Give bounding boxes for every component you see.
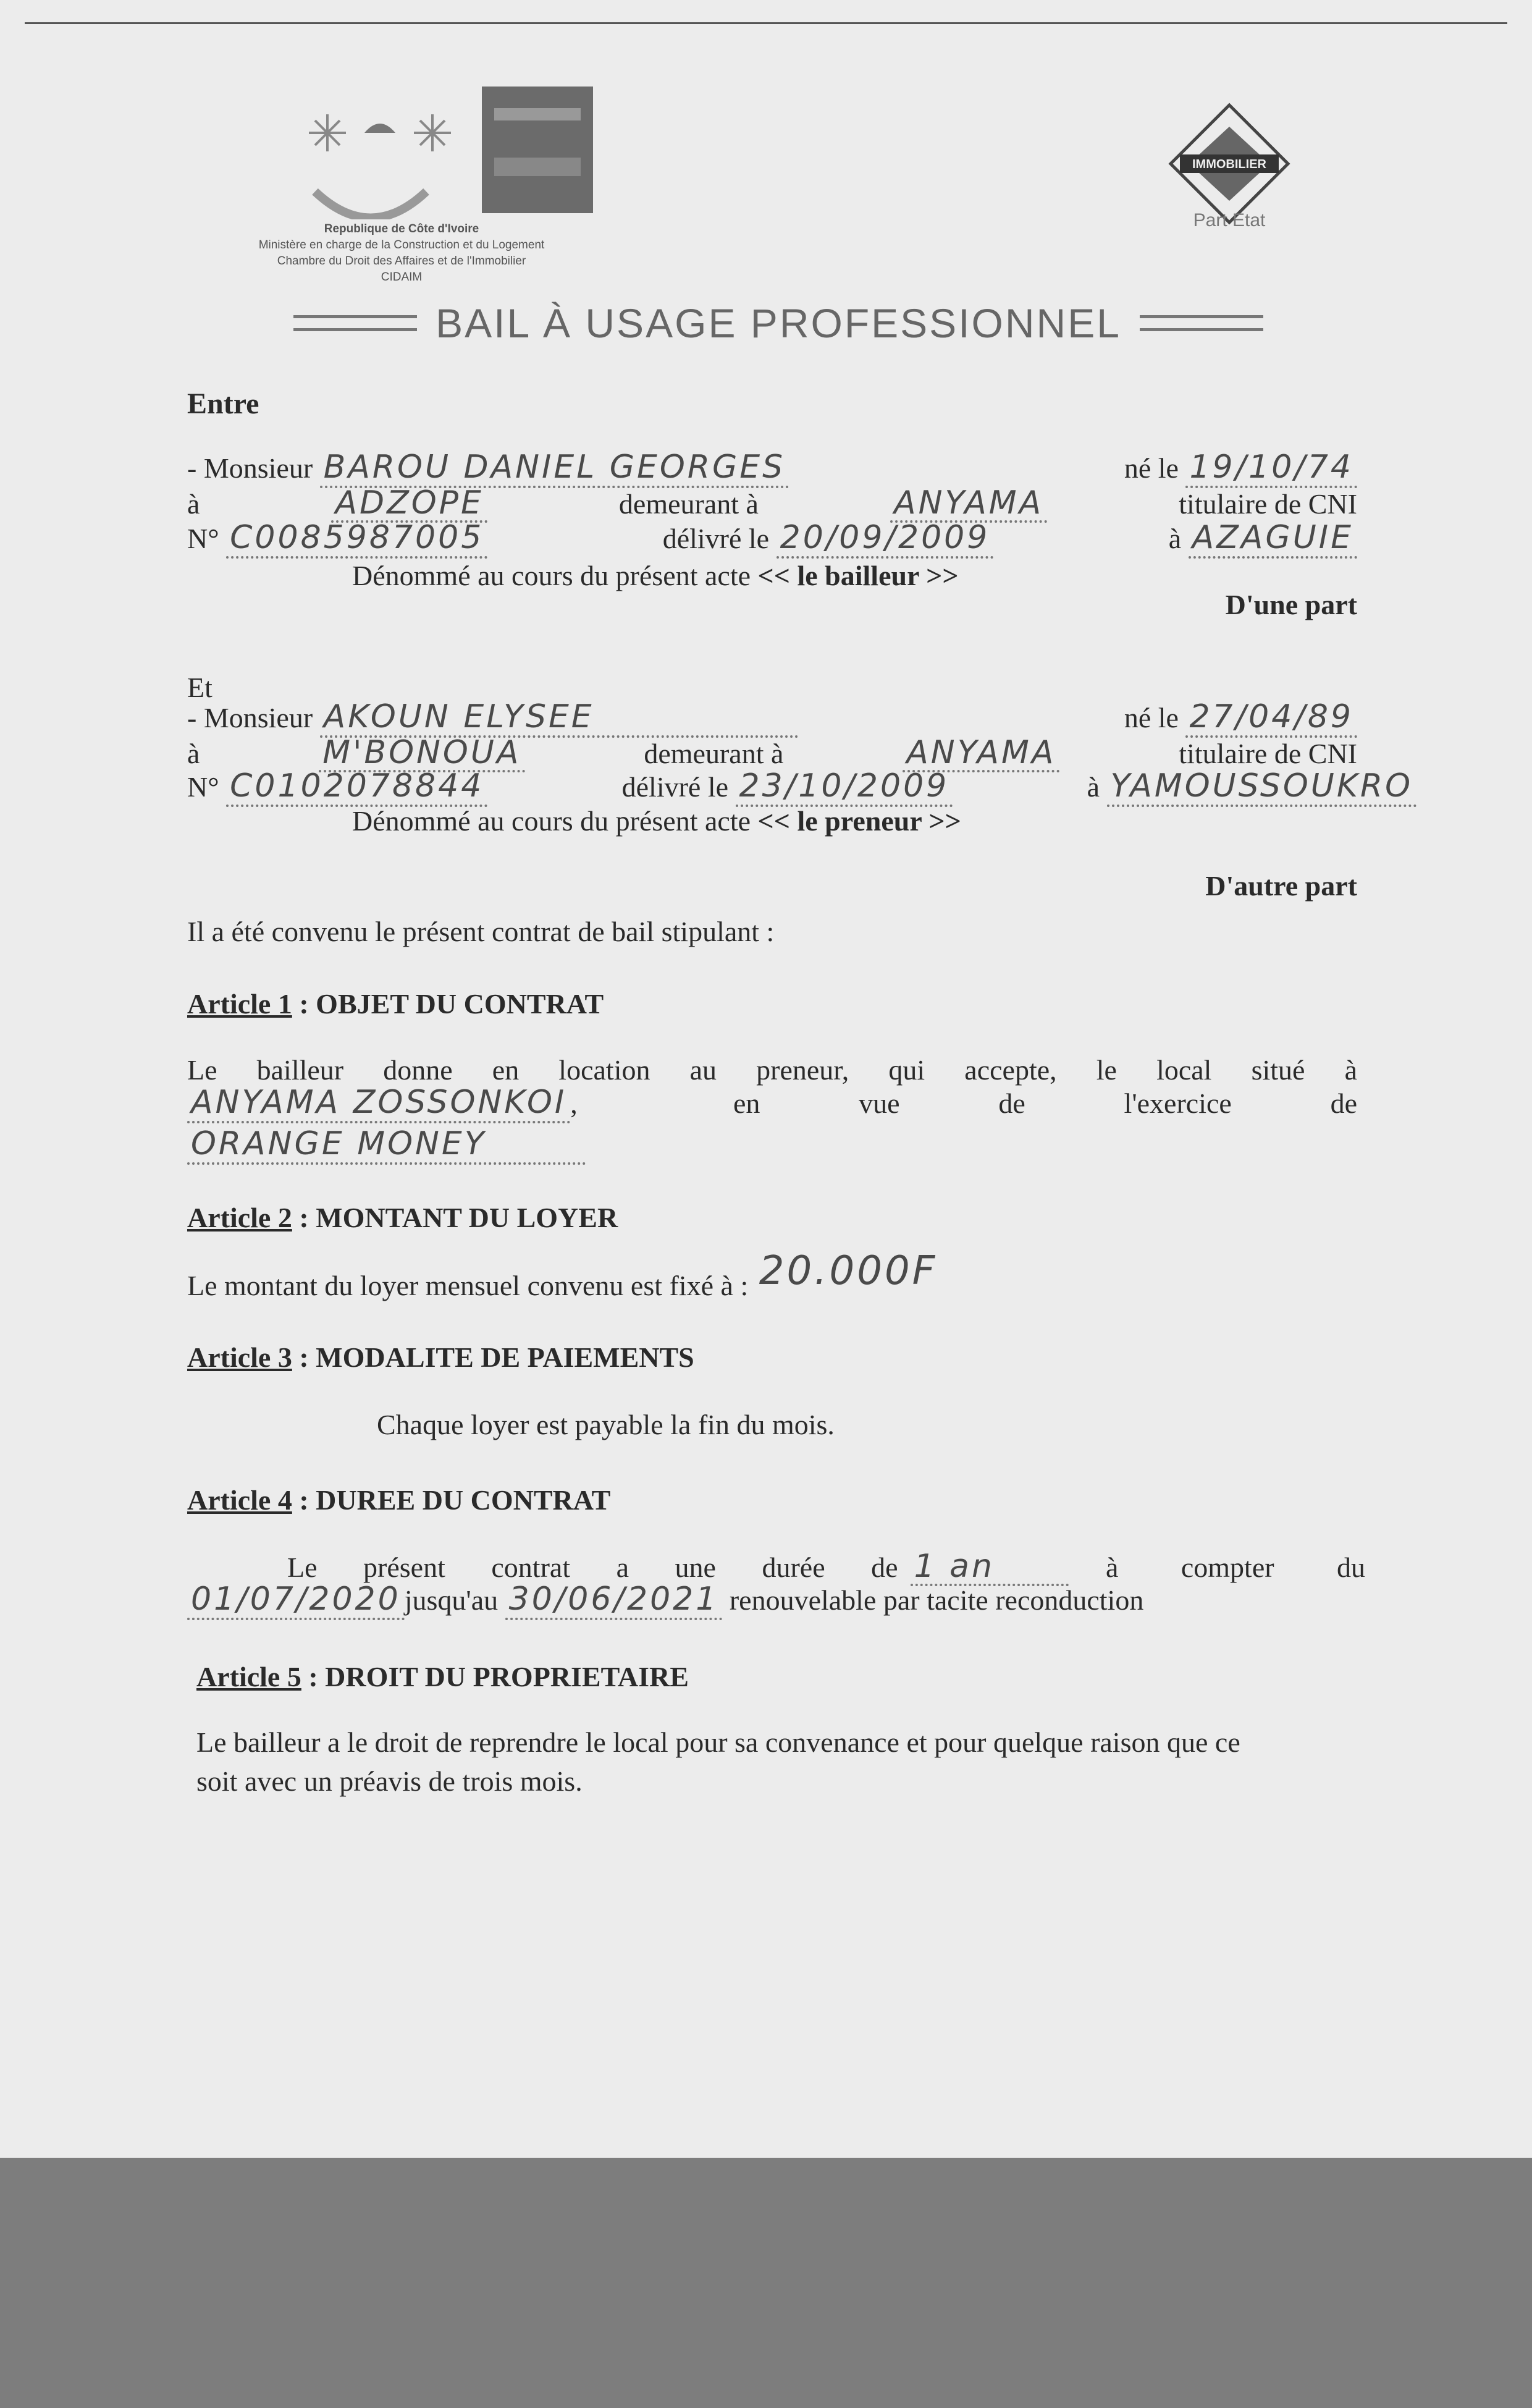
rent-amount-field: 20.000F [759, 1248, 938, 1294]
label: à [1087, 771, 1100, 803]
article-4-line-2 [187, 1582, 1361, 1618]
article-1-line-2: ANYAMA ZOSSONKOI , en vue de l'exercice de [187, 1085, 1357, 1121]
article-1-text-1: Le bailleur donne en location au preneur, qui accepte, le local situé à [187, 1054, 1357, 1086]
d-autre-part: D'autre part [1205, 870, 1357, 902]
article-1-text-2 [733, 1086, 1357, 1121]
bailleur-line-3 [187, 520, 1357, 556]
preneur-line-1 [187, 699, 1357, 735]
document-title-row [192, 300, 1365, 347]
bailleur-line-1 [187, 450, 1357, 486]
et-label: Et [187, 672, 213, 703]
article-title: : OBJET DU CONTRAT [299, 988, 604, 1020]
label: Dénommé au cours du présent acte [352, 805, 751, 837]
document-title: BAIL À USAGE PROFESSIONNEL [436, 300, 1121, 346]
label: à compter du [1106, 1552, 1365, 1583]
label: à [1168, 523, 1182, 554]
end-date-field: 30/06/2021 [505, 1581, 723, 1620]
arms-line: Chambre du Droit des Affaires et de l'Immobilier [277, 255, 526, 268]
label: titulaire de CNI [1179, 488, 1357, 520]
preneur-line-3 [187, 769, 1416, 805]
bailleur-residence-field: ANYAMA [890, 486, 1047, 523]
label: né le [1124, 702, 1179, 733]
article-number: Article 2 [187, 1202, 292, 1233]
preneur-residence-field: ANYAMA [903, 735, 1059, 772]
label: en vue de l'exercice de [733, 1088, 1357, 1119]
bailleur-issue-date-field: 20/09/2009 [777, 519, 994, 559]
bailleur-cni-field: C0085987005 [226, 519, 487, 559]
label: demeurant à [618, 488, 759, 520]
bailleur-birth-date-field: 19/10/74 [1185, 449, 1357, 488]
logo-caption: Part Etat [1193, 210, 1266, 230]
role-label: << le bailleur >> [757, 560, 959, 591]
location-field: ANYAMA ZOSSONKOI [187, 1084, 570, 1123]
article-5-line-1: Le bailleur a le droit de reprendre le local pour sa convenance et pour quelque raison que ce [196, 1726, 1240, 1758]
preneur-name-field: AKOUN ELYSEE [320, 698, 798, 738]
label: jusqu'au [404, 1584, 499, 1616]
label: Dénommé au cours du présent acte [352, 560, 751, 591]
article-4-heading [187, 1483, 1357, 1518]
title-rule-right [1140, 315, 1263, 331]
arms-line: Republique de Côte d'Ivoire [324, 222, 479, 235]
article-number: Article 3 [187, 1341, 292, 1373]
arms-line: Ministère en charge de la Construction et du Logement [258, 239, 545, 251]
preneur-birth-place-field: M'BONOUA [319, 735, 524, 772]
bailleur-name-field: BAROU DANIEL GEORGES [320, 449, 789, 488]
d-une-part: D'une part [1225, 589, 1357, 620]
intro-text: Il a été convenu le présent contrat de bail stipulant : [187, 916, 775, 947]
duration-field: 1 an [911, 1549, 1069, 1586]
preneur-birth-date-field: 27/04/89 [1185, 698, 1357, 738]
article-1-line-3 [187, 1126, 1357, 1162]
article-title: : MODALITE DE PAIEMENTS [299, 1341, 694, 1373]
article-3-text: Chaque loyer est payable la fin du mois. [377, 1409, 835, 1440]
label: né le [1124, 452, 1179, 484]
article-number: Article 4 [187, 1484, 292, 1516]
article-2-text [187, 1248, 1357, 1303]
article-5-line-2: soit avec un préavis de trois mois. [196, 1765, 583, 1797]
logo-text: IMMOBILIER [1192, 158, 1266, 171]
coat-of-arms-icon [297, 83, 605, 219]
preneur-issue-date-field: 23/10/2009 [736, 767, 953, 807]
article-4-line-1 [287, 1549, 1365, 1586]
preneur-issue-place-field: YAMOUSSOUKRO [1107, 767, 1416, 807]
immobilier-logo-icon [1168, 102, 1291, 226]
article-2-heading [187, 1201, 1357, 1235]
article-5-heading [196, 1660, 1366, 1694]
top-border-line [25, 22, 1507, 24]
label: à [187, 738, 200, 769]
article-3-heading [187, 1340, 1357, 1375]
preneur-line-2 [187, 735, 1357, 772]
preneur-denomme [352, 804, 961, 839]
label: N° [187, 771, 219, 803]
label: délivré le [621, 771, 729, 803]
label: titulaire de CNI [1179, 738, 1357, 769]
article-title: : MONTANT DU LOYER [299, 1202, 618, 1233]
article-title: : DUREE DU CONTRAT [299, 1484, 611, 1516]
label: à [187, 488, 200, 520]
ministry-header [179, 221, 624, 285]
bailleur-birth-place-field: ADZOPE [331, 486, 487, 523]
role-label: << le preneur >> [757, 805, 961, 837]
preneur-cni-field: C0102078844 [226, 767, 487, 807]
arms-line: CIDAIM [381, 271, 423, 284]
article-title: : DROIT DU PROPRIETAIRE [308, 1661, 689, 1692]
article-number: Article 5 [196, 1661, 301, 1692]
label: Le présent contrat a une durée de [287, 1552, 898, 1583]
label: N° [187, 523, 219, 554]
start-date-field: 01/07/2020 [187, 1581, 405, 1620]
entre-label: Entre [187, 387, 259, 420]
label: Le montant du loyer mensuel convenu est fixé à : [187, 1270, 749, 1301]
title-rule-left [293, 315, 417, 331]
activity-field: ORANGE MONEY [187, 1125, 586, 1165]
label: délivré le [662, 523, 770, 554]
label: demeurant à [644, 738, 784, 769]
label: - Monsieur [187, 452, 313, 484]
label: renouvelable par tacite reconduction [729, 1584, 1144, 1616]
article-1-heading [187, 987, 1357, 1021]
article-number: Article 1 [187, 988, 292, 1020]
bailleur-issue-place-field: AZAGUIE [1189, 519, 1357, 559]
bailleur-line-2 [187, 486, 1357, 523]
label: - Monsieur [187, 702, 313, 733]
